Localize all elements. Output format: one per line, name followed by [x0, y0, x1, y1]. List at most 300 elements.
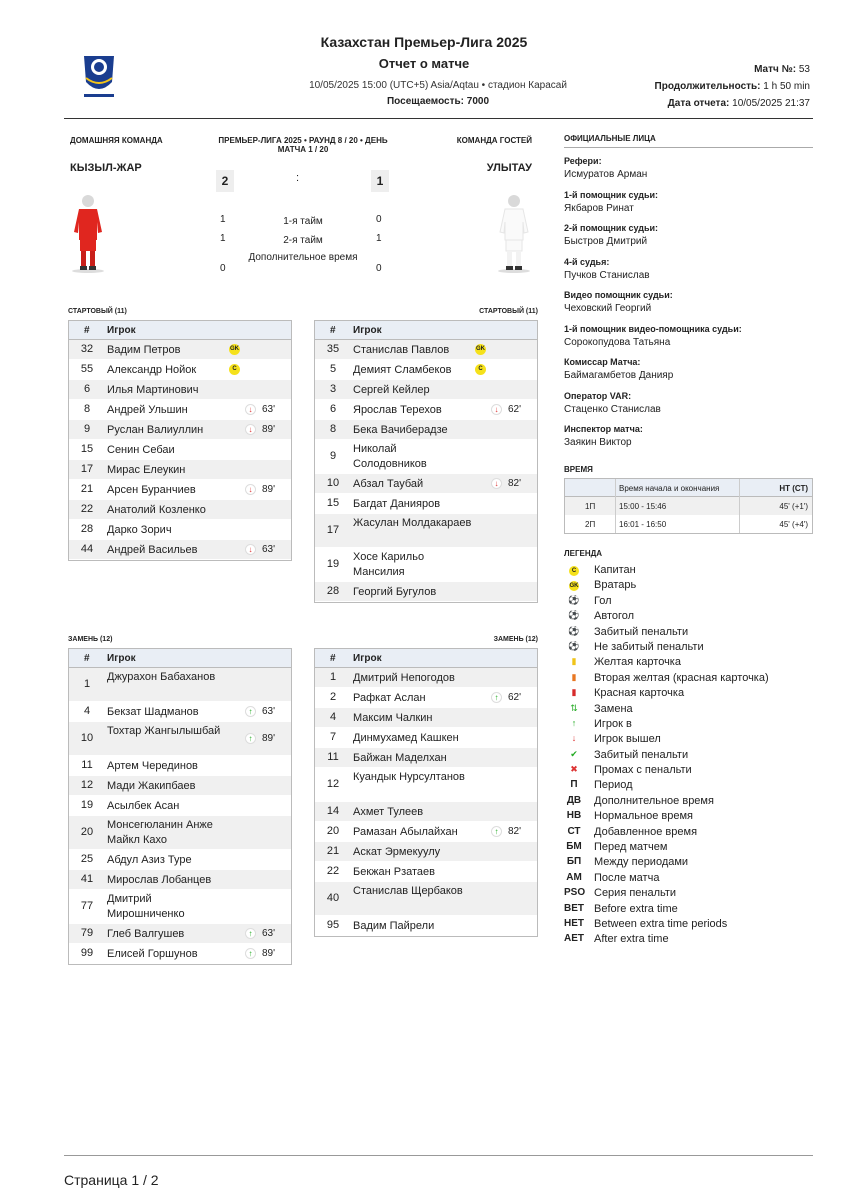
legend-symbol: СТ [567, 825, 581, 837]
player-name: Жасулан Молдакараев [353, 517, 472, 529]
col-player-header: Игрок [353, 325, 382, 336]
legend-list [566, 564, 815, 949]
player-name: Ахмет Тулеев [353, 806, 424, 818]
sub-minute: 89' [262, 424, 276, 435]
legend-text: Добавленное время [594, 825, 698, 838]
legend-text: Серия пенальти [594, 887, 677, 900]
time-col-divider [615, 479, 616, 533]
captain-icon [566, 564, 582, 576]
away-subs-table [314, 648, 538, 937]
table-row [69, 850, 291, 870]
legend-symbol: HET [564, 917, 584, 929]
legend-item [566, 656, 815, 671]
player-number: 10 [326, 477, 340, 489]
time-header-row [565, 479, 812, 497]
legend-item [566, 856, 815, 871]
table-row [69, 776, 291, 796]
second-yellow-icon [566, 672, 582, 683]
legend-item [566, 795, 815, 810]
player-name: Куандык Нурсултанов [353, 771, 465, 783]
player-name: Дарко Зорич [107, 524, 172, 536]
legend-item [566, 564, 815, 579]
table-header [315, 649, 537, 668]
away-subs-caption: ЗАМЕНЬ (12) [493, 636, 538, 643]
col-number-header: # [330, 325, 336, 336]
player-out-icon: ↓ [245, 544, 256, 555]
penalty-goal-check-icon [566, 749, 582, 760]
player-number: 8 [83, 403, 91, 415]
footer-divider [64, 1155, 813, 1156]
table-header [69, 649, 291, 668]
table-row [69, 816, 291, 850]
player-name: Станислав Щербаков [353, 885, 463, 897]
table-row [315, 440, 537, 474]
table-row [315, 360, 537, 380]
legend-text: Между периодами [594, 856, 689, 869]
table-row [315, 822, 537, 842]
player-name: Николай Солодовников [353, 443, 427, 470]
table-row [69, 890, 291, 924]
home-subs-table [68, 648, 292, 965]
legend-item [566, 626, 815, 641]
player-number: 12 [326, 778, 340, 790]
player-number: 9 [83, 423, 91, 435]
official-role: 4-й судья: [564, 256, 610, 267]
legend-symbol: БМ [566, 841, 582, 853]
table-row [315, 668, 537, 688]
player-number: 28 [326, 585, 340, 597]
period-home-score: 1 [220, 214, 226, 225]
table-row [315, 548, 537, 582]
legend-text: Игрок вышел [594, 733, 661, 746]
player-name: Руслан Валиуллин [107, 424, 204, 436]
player-out-icon [566, 733, 582, 743]
player-in-icon: ↑ [245, 706, 256, 717]
player-number: 12 [80, 779, 94, 791]
home-kit-icon [70, 192, 106, 279]
legend-symbol: ↓ [571, 733, 577, 744]
red-card-icon [566, 687, 582, 698]
player-in-icon: ↑ [245, 948, 256, 959]
legend-item [566, 641, 815, 656]
player-number: 19 [80, 799, 94, 811]
table-row [69, 380, 291, 400]
legend-item [566, 841, 815, 856]
table-row [69, 420, 291, 440]
player-name: Монсегюланин Анже Майкл Кахо [107, 819, 213, 846]
table-header [315, 321, 537, 340]
period-row [196, 212, 410, 228]
official-name: Чеховский Георгий [564, 303, 652, 314]
official-entry [564, 357, 813, 391]
table-header [69, 321, 291, 340]
legend-item [566, 610, 815, 625]
legend-badge: C [569, 566, 579, 576]
official-entry [564, 223, 813, 257]
legend-text: Капитан [594, 564, 636, 576]
player-number: 20 [80, 826, 94, 838]
sub-minute: 82' [508, 826, 522, 837]
player-name: Абдул Азиз Туре [107, 854, 192, 866]
table-row [69, 340, 291, 360]
official-name: Заякин Виктор [564, 437, 632, 448]
officials-list [564, 156, 813, 458]
player-number: 6 [329, 403, 337, 415]
official-entry [564, 156, 813, 190]
penalty-miss-cross-icon [566, 764, 582, 775]
away-start-caption: СТАРТОВЫЙ (11) [479, 308, 538, 315]
player-number: 95 [326, 919, 340, 931]
player-name: Ярослав Терехов [353, 404, 442, 416]
officials-divider [564, 147, 813, 148]
player-number: 9 [329, 450, 337, 462]
match-info: 10/05/2025 15:00 (UTC+5) Asia/Aqtau • стадион Карасай [309, 80, 567, 91]
official-entry [564, 257, 813, 291]
attendance: Посещаемость: 7000 [386, 96, 490, 107]
player-name: Дмитрий Непогодов [353, 672, 455, 684]
legend-item [566, 579, 815, 594]
table-row [69, 520, 291, 540]
player-in-icon: ↑ [491, 692, 502, 703]
table-row [315, 916, 537, 936]
player-name: Аскат Эрмекуулу [353, 846, 441, 858]
legend-symbol: ✔ [570, 748, 578, 759]
table-row [315, 802, 537, 822]
player-name: Бекзат Шадманов [107, 706, 199, 718]
table-row [315, 688, 537, 708]
legend-caption: ЛЕГЕНДА [564, 549, 603, 558]
player-name: Байжан Маделхан [353, 752, 447, 764]
player-number: 20 [326, 825, 340, 837]
header-divider [64, 118, 813, 119]
legend-item [566, 764, 815, 779]
player-name: Багдат Данияров [353, 498, 441, 510]
abbr-icon [564, 918, 584, 929]
player-number: 6 [83, 383, 91, 395]
official-name: Баймагамбетов Данияр [564, 370, 674, 381]
match-duration: Продолжительность: 1 h 50 min [654, 81, 810, 92]
legend-symbol: БП [566, 856, 582, 868]
goalkeeper-icon: GK [475, 344, 486, 355]
goalkeeper-icon: GK [229, 344, 240, 355]
player-name: Анатолий Козленко [107, 504, 206, 516]
legend-symbol: ⚽ [568, 625, 580, 636]
table-row [315, 882, 537, 916]
home-start-caption: СТАРТОВЫЙ (11) [68, 308, 127, 315]
legend-item [566, 672, 815, 687]
player-number: 99 [80, 947, 94, 959]
table-row [315, 400, 537, 420]
legend-item [566, 687, 815, 702]
legend-item [566, 903, 815, 918]
period-label: 2-я тайм [283, 235, 323, 246]
period-away-score: 0 [376, 214, 382, 225]
player-number: 21 [326, 845, 340, 857]
col-number-header: # [84, 325, 90, 336]
official-role: 1-й помощник видео-помощника судьи: [564, 323, 742, 334]
legend-symbol: AET [564, 933, 584, 945]
player-name: Бека Вачиберадзе [353, 424, 448, 436]
period-duration: 45' (+4') [779, 520, 808, 529]
legend-item [566, 703, 815, 718]
table-row [69, 540, 291, 560]
table-row [69, 480, 291, 500]
player-number: 11 [327, 751, 339, 763]
captain-icon: C [475, 364, 486, 375]
player-number: 5 [329, 363, 337, 375]
player-number: 7 [329, 731, 337, 743]
legend-symbol: ▮ [571, 671, 577, 682]
sub-minute: 63' [262, 928, 276, 939]
player-number: 19 [326, 558, 340, 570]
legend-text: Дополнительное время [594, 794, 714, 807]
abbr-icon [564, 810, 584, 821]
player-number: 10 [80, 732, 94, 744]
away-kit-icon [496, 192, 532, 279]
official-entry [564, 391, 813, 425]
player-name: Сергей Кейлер [353, 384, 430, 396]
player-number: 22 [326, 865, 340, 877]
legend-item [566, 733, 815, 748]
away-team-name: УЛЫТАУ [486, 162, 532, 174]
sub-minute: 63' [262, 544, 276, 555]
table-row [69, 870, 291, 890]
legend-symbol: ⚽ [568, 594, 580, 605]
legend-text: Период [594, 779, 633, 792]
table-row [315, 514, 537, 548]
table-row [69, 924, 291, 944]
official-role: Рефери: [564, 156, 602, 166]
legend-text: Замена [594, 702, 633, 715]
table-row [69, 500, 291, 520]
sub-minute: 89' [262, 484, 276, 495]
table-row [69, 944, 291, 964]
player-name: Абзал Таубай [353, 478, 424, 490]
sub-minute: 89' [262, 948, 276, 959]
player-name: Арсен Буранчиев [107, 484, 196, 496]
player-number: 79 [80, 927, 94, 939]
player-number: 21 [80, 483, 94, 495]
official-name: Быстров Дмитрий [564, 236, 648, 247]
official-entry [564, 424, 813, 458]
legend-item [566, 826, 815, 841]
legend-symbol: ⇅ [570, 702, 578, 713]
table-row [69, 400, 291, 420]
period-label: 1-я тайм [283, 216, 323, 227]
player-name: Мирослав Лобанцев [107, 874, 212, 886]
col-number-header: # [84, 653, 90, 664]
player-name: Максим Чалкин [353, 712, 433, 724]
officials-caption: ОФИЦИАЛЬНЫЕ ЛИЦА [564, 134, 656, 143]
legend-symbol: ДВ [566, 794, 582, 806]
player-name: Сенин Себаи [107, 444, 175, 456]
player-name: Рафкат Аслан [353, 692, 426, 704]
legend-text: Вратарь [594, 579, 637, 592]
player-name: Андрей Ульшин [107, 404, 188, 416]
player-number: 22 [80, 503, 94, 515]
sub-minute: 82' [508, 478, 522, 489]
official-role: Комиссар Матча: [564, 357, 641, 367]
report-date: Дата отчета: 10/05/2025 21:37 [667, 98, 810, 109]
official-entry [564, 190, 813, 224]
official-name: Сорокопудова Татьяна [564, 336, 671, 348]
table-row [69, 440, 291, 460]
penalty-scored-icon [566, 626, 582, 637]
round-caption: ПРЕМЬЕР-ЛИГА 2025 • РАУНД 8 / 20 • ДЕНЬ МАТЧА 1 / 20 [218, 136, 388, 154]
col-number-header: # [330, 653, 336, 664]
player-in-icon: ↑ [245, 928, 256, 939]
own-goal-icon [566, 610, 582, 621]
player-name: Вадим Пайрели [353, 920, 435, 932]
time-col-header: Время начала и окончания [619, 484, 720, 493]
player-number: 4 [329, 711, 337, 723]
abbr-icon [564, 872, 584, 883]
period-label: Дополнительное время [248, 252, 358, 263]
official-role: Видео помощник судьи: [564, 290, 673, 300]
page-title: Казахстан Премьер-Лига 2025 [320, 34, 528, 50]
table-row [69, 668, 291, 702]
abbr-icon [564, 779, 584, 790]
away-start-table [314, 320, 538, 603]
player-number: 32 [80, 343, 94, 355]
abbr-icon [564, 856, 584, 867]
official-entry [564, 324, 813, 358]
period-home-score: 0 [220, 263, 226, 274]
legend-symbol: ▮ [571, 687, 577, 698]
legend-text: After extra time [594, 933, 669, 946]
legend-text: Автогол [594, 610, 635, 623]
player-in-icon: ↑ [245, 733, 256, 744]
legend-text: Between extra time periods [594, 917, 728, 930]
legend-text: Не забитый пенальти [594, 640, 704, 653]
player-name: Глеб Валгушев [107, 928, 185, 940]
player-number: 77 [80, 900, 94, 912]
goalkeeper-icon [566, 579, 582, 591]
legend-item [566, 810, 815, 825]
table-row [315, 748, 537, 768]
abbr-icon [564, 826, 584, 837]
player-number: 17 [80, 463, 94, 475]
time-caption: ВРЕМЯ [564, 465, 593, 474]
table-row [315, 582, 537, 602]
player-number: 4 [83, 705, 91, 717]
official-role: Инспектор матча: [564, 424, 643, 434]
player-name: Георгий Бугулов [353, 586, 437, 598]
period-row [196, 250, 410, 280]
table-row [315, 842, 537, 862]
home-start-table [68, 320, 292, 561]
table-row [315, 494, 537, 514]
legend-symbol: АМ [566, 871, 582, 883]
abbr-icon [564, 933, 584, 944]
legend-symbol: ⚽ [568, 610, 580, 621]
time-row [565, 497, 812, 515]
player-name: Рамазан Абылайхан [353, 826, 458, 838]
table-row [315, 380, 537, 400]
legend-text: Нормальное время [594, 810, 693, 823]
legend-text: Гол [594, 594, 612, 607]
player-out-icon: ↓ [245, 424, 256, 435]
player-name: Бекжан Рзатаев [353, 866, 436, 878]
player-out-icon: ↓ [245, 404, 256, 415]
period-duration: 45' (+1') [779, 502, 808, 511]
legend-text: Промах с пенальти [594, 764, 692, 777]
legend-item [566, 749, 815, 764]
legend-item [566, 872, 815, 887]
player-name: Елисей Горшунов [107, 948, 198, 960]
player-name: Тохтар Жангылышбай [107, 725, 221, 737]
legend-item [566, 779, 815, 794]
sub-minute: 62' [508, 692, 522, 703]
abbr-icon [564, 841, 584, 852]
player-number: 2 [329, 691, 337, 703]
player-number: 1 [83, 678, 91, 690]
official-role: 2-й помощник судьи: [564, 223, 659, 233]
home-caption: ДОМАШНЯЯ КОМАНДА [70, 136, 163, 145]
legend-text: Забитый пенальти [594, 748, 689, 761]
time-row [565, 515, 812, 533]
official-role: 1-й помощник судьи: [564, 189, 659, 200]
table-row [315, 708, 537, 728]
legend-text: Желтая карточка [594, 656, 681, 669]
player-out-icon: ↓ [245, 484, 256, 495]
player-number: 1 [329, 671, 337, 683]
match-number: Матч №: 53 [754, 64, 810, 75]
player-out-icon: ↓ [491, 404, 502, 415]
period-row [196, 231, 410, 247]
player-name: Артем Черединов [107, 760, 198, 772]
player-number: 8 [329, 423, 337, 435]
table-row [69, 702, 291, 722]
player-name: Дмитрий Мирошниченко [107, 893, 185, 920]
player-out-icon: ↓ [491, 478, 502, 489]
abbr-icon [564, 903, 584, 914]
period-away-score: 0 [376, 263, 382, 274]
player-number: 28 [80, 523, 94, 535]
legend-symbol: ⚽ [568, 640, 580, 651]
legend-text: Перед матчем [594, 841, 668, 854]
yellow-card-icon [566, 656, 582, 667]
sub-minute: 63' [262, 706, 276, 717]
official-name: Якбаров Ринат [564, 202, 634, 214]
col-player-header: Игрок [107, 325, 136, 336]
period-code: 2П [585, 520, 596, 529]
table-row [315, 862, 537, 882]
player-number: 55 [80, 363, 94, 375]
player-number: 44 [80, 543, 94, 555]
legend-symbol: НВ [566, 810, 582, 822]
score-separator: : [296, 172, 300, 184]
legend-symbol: ▮ [571, 656, 577, 667]
col-player-header: Игрок [107, 653, 136, 664]
captain-icon: C [229, 364, 240, 375]
player-number: 15 [326, 497, 340, 509]
official-name: Исмуратов Арман [564, 169, 648, 180]
legend-text: Красная карточка [594, 687, 685, 700]
substitution-icon [566, 703, 582, 714]
table-row [69, 756, 291, 776]
legend-text: Забитый пенальти [594, 625, 689, 638]
player-name: Станислав Павлов [353, 344, 450, 356]
period-code: 1П [585, 502, 596, 511]
player-number: 14 [326, 805, 340, 817]
player-name: Хосе Карильо Мансилия [353, 551, 425, 578]
legend-badge: GK [569, 583, 579, 590]
player-name: Джурахон Бабаханов [107, 671, 216, 683]
legend-symbol: П [570, 779, 578, 791]
home-score: 2 [216, 170, 234, 192]
table-row [69, 722, 291, 756]
